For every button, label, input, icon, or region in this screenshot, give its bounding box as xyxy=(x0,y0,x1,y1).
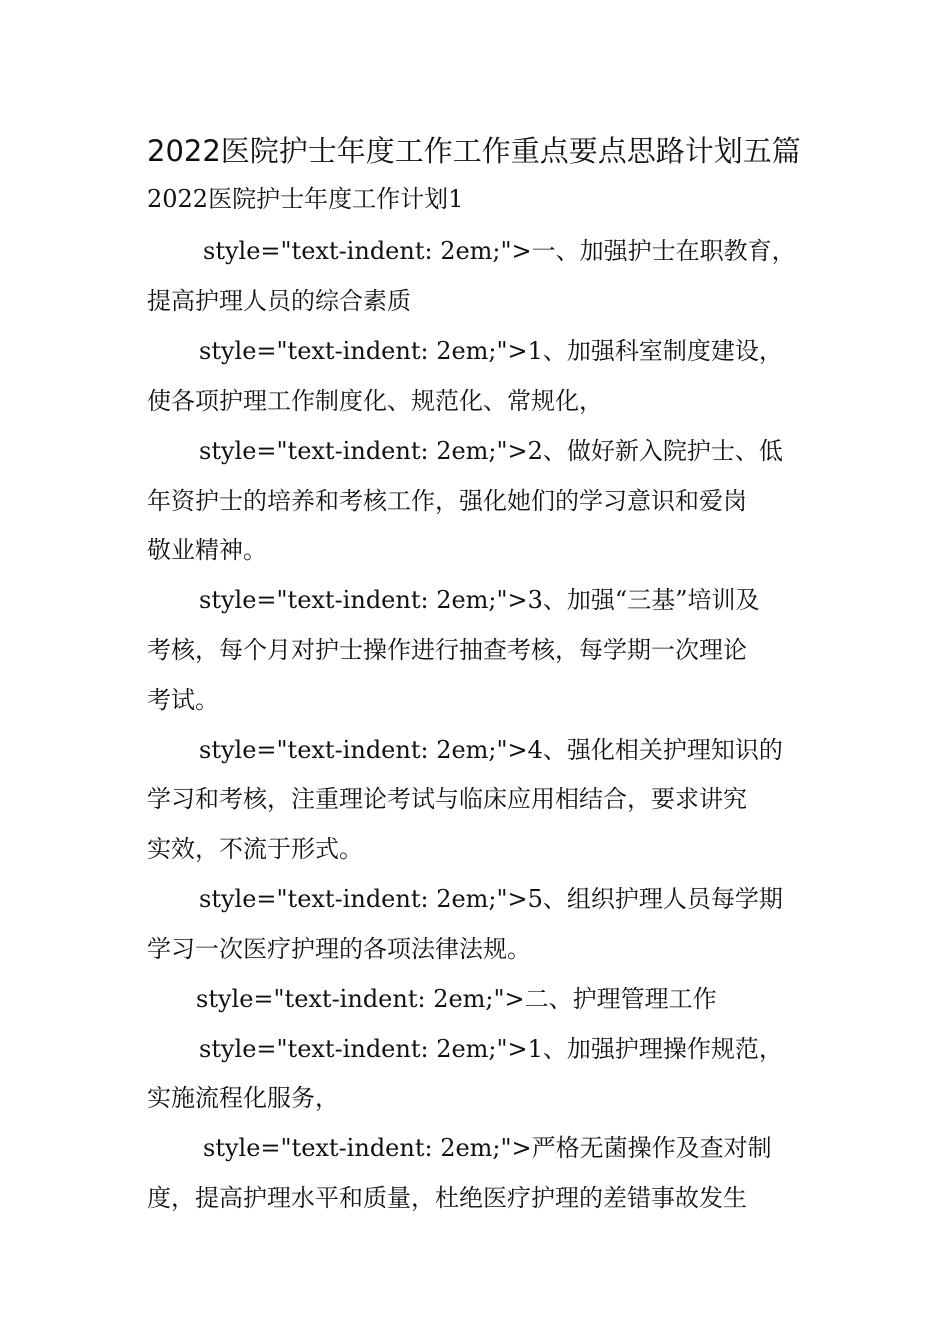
paragraph-line: 实施流程化服务， xyxy=(147,1084,339,1112)
section-heading: 2022医院护士年度工作计划1 xyxy=(147,185,464,213)
paragraph-line: style="text-indent: 2em;">1、加强护理操作规范， xyxy=(199,1035,783,1063)
document-title: 2022医院护士年度工作工作重点要点思路计划五篇 xyxy=(147,134,801,168)
paragraph-line: 实效，不流于形式。 xyxy=(147,835,363,863)
paragraph-line: style="text-indent: 2em;">一、加强护士在职教育， xyxy=(203,237,796,265)
paragraph-line: style="text-indent: 2em;">5、组织护理人员每学期 xyxy=(199,885,783,913)
paragraph-line: 考核，每个月对护士操作进行抽查考核，每学期一次理论 xyxy=(147,636,747,664)
paragraph-line: 提高护理人员的综合素质 xyxy=(147,287,411,315)
paragraph-line: style="text-indent: 2em;">二、护理管理工作 xyxy=(196,985,717,1013)
paragraph-line: style="text-indent: 2em;">1、加强科室制度建设， xyxy=(199,337,783,365)
paragraph-line: style="text-indent: 2em;">4、强化相关护理知识的 xyxy=(199,736,783,764)
paragraph-line: 年资护士的培养和考核工作，强化她们的学习意识和爱岗 xyxy=(147,487,747,515)
paragraph-line: 使各项护理工作制度化、规范化、常规化， xyxy=(147,387,603,415)
paragraph-line: 度，提高护理水平和质量，杜绝医疗护理的差错事故发生 xyxy=(147,1184,747,1212)
paragraph-line: 敬业精神。 xyxy=(147,536,267,564)
paragraph-line: style="text-indent: 2em;">严格无菌操作及查对制 xyxy=(203,1134,772,1162)
paragraph-line: 考试。 xyxy=(147,686,219,714)
paragraph-line: style="text-indent: 2em;">3、加强“三基”培训及 xyxy=(199,586,760,614)
paragraph-line: style="text-indent: 2em;">2、做好新入院护士、低 xyxy=(199,437,783,465)
paragraph-line: 学习一次医疗护理的各项法律法规。 xyxy=(147,935,531,963)
paragraph-line: 学习和考核，注重理论考试与临床应用相结合，要求讲究 xyxy=(147,785,747,813)
